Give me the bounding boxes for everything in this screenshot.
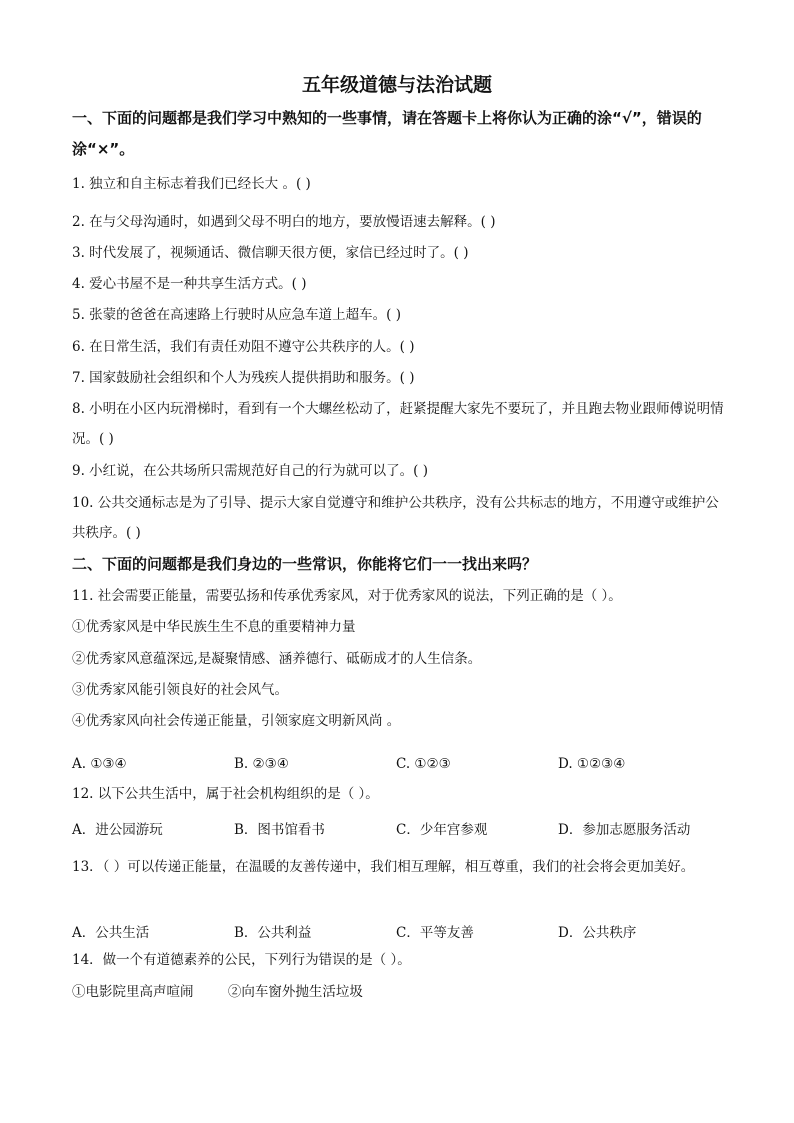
question-13-stem: 13．（ ）可以传递正能量，在温暖的友善传递中，我们相互理解，相互尊重，我们的社会将会更加美好。 — [72, 859, 695, 875]
judge-question-3: 3. 时代发展了，视频通话、微信聊天很方便，家信已经过时了。( ) — [72, 245, 469, 261]
question-11-item-3: ③优秀家风能引领良好的社会风气。 — [72, 682, 288, 698]
question-12-option-b: B．图书馆看书 — [234, 822, 325, 838]
judge-question-7: 7. 国家鼓励社会组织和个人为残疾人提供捐助和服务。( ) — [72, 370, 415, 386]
question-11-option-c: C. ①②③ — [396, 756, 451, 772]
question-11-item-1: ①优秀家风是中华民族生生不息的重要精神力量 — [72, 619, 356, 635]
judge-question-5: 5. 张蒙的爸爸在高速路上行驶时从应急车道上超车。( ) — [72, 307, 401, 323]
judge-question-9: 9. 小红说，在公共场所只需规范好自己的行为就可以了。( ) — [72, 463, 428, 479]
question-13-option-c: C．平等友善 — [396, 925, 474, 941]
question-13-option-d: D．公共秩序 — [558, 925, 637, 941]
section-heading-1: 一、下面的问题都是我们学习中熟知的一些事情，请在答题卡上将你认为正确的涂“√”，错误的涂“×”。 — [72, 109, 702, 158]
question-11-item-4: ④优秀家风向社会传递正能量，引领家庭文明新风尚 。 — [72, 713, 401, 729]
page-title: 五年级道德与法治试题 — [301, 74, 492, 96]
question-11-option-a: A. ①③④ — [72, 756, 127, 772]
section-heading-2: 二、下面的问题都是我们身边的一些常识，你能将它们一一找出来吗？ — [72, 555, 538, 573]
question-14-stem: 14．做一个有道德素养的公民，下列行为错误的是（ ）。 — [72, 952, 411, 968]
question-12-option-c: C．少年宫参观 — [396, 822, 488, 838]
question-11-option-b: B. ②③④ — [234, 756, 289, 772]
judge-question-8: 8. 小明在小区内玩滑梯时，看到有一个大螺丝松动了，赶紧提醒大家先不要玩了，并且跑去物业跟师傅说明情况。( ) — [72, 401, 724, 447]
judge-question-2: 2. 在与父母沟通时，如遇到父母不明白的地方，要放慢语速去解释。( ) — [72, 214, 496, 230]
question-12-stem: 12. 以下公共生活中，属于社会机构组织的是（ ）。 — [72, 786, 379, 802]
question-11-stem: 11. 社会需要正能量，需要弘扬和传承优秀家风，对于优秀家风的说法，下列正确的是（ ）。 — [72, 588, 622, 604]
judge-question-4: 4. 爱心书屋不是一种共享生活方式。( ) — [72, 276, 307, 292]
question-13-option-b: B．公共利益 — [234, 925, 312, 941]
question-12-option-d: D．参加志愿服务活动 — [558, 822, 691, 838]
judge-question-10: 10. 公共交通标志是为了引导、提示大家自觉遵守和维护公共秩序，没有公共标志的地方，不用遵守或维护公共秩序。( ) — [72, 495, 719, 541]
question-11-option-d: D. ①②③④ — [558, 756, 626, 772]
question-11-item-2: ②优秀家风意蕴深远,是凝聚情感、涵养德行、砥砺成才的人生信条。 — [72, 651, 482, 667]
question-13-option-a: A．公共生活 — [72, 925, 150, 941]
judge-question-1: 1. 独立和自主标志着我们已经长大 。( ) — [72, 176, 311, 192]
question-12-option-a: A．进公园游玩 — [72, 822, 163, 838]
question-14-items: ①电影院里高声喧闹 ②向车窗外抛生活垃圾 — [72, 984, 363, 1000]
judge-question-6: 6. 在日常生活，我们有责任劝阻不遵守公共秩序的人。( ) — [72, 339, 415, 355]
